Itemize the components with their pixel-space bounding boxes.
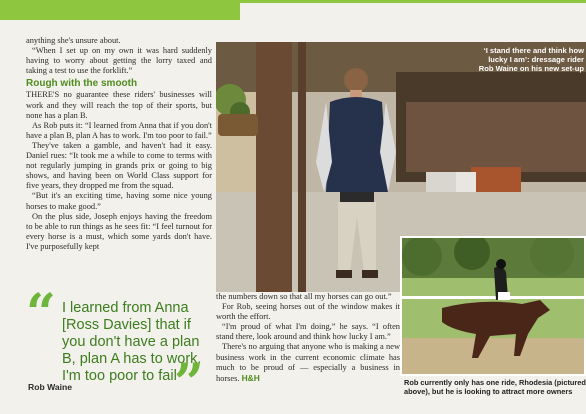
body-paragraph: “But it's an exciting time, having some nice young horses to make good.” bbox=[26, 191, 212, 211]
body-paragraph: On the plus side, Joseph enjoys having the freedom to be able to run things as he sees fit: “I feel turnout for every horse is a must, which some yards don't have. I've purposefully kept bbox=[26, 211, 212, 251]
body-paragraph: “I'm proud of what I'm doing,” he says. “I often stand there, look around and think how lucky I am.” bbox=[216, 322, 400, 342]
dressage-arena-photo bbox=[402, 238, 584, 374]
pull-quote-text: I learned from Anna [Ross Davies] that if you don't have a plan B, plan A has to work. I'm too poor to fail bbox=[62, 300, 202, 384]
right-text-column bbox=[216, 292, 400, 384]
open-quote-mark: “ bbox=[26, 283, 56, 344]
body-paragraph: “When I set up on my own it was hard suddenly having to worry about getting the lorry taxed and taking a test to use the forklift.” bbox=[26, 46, 212, 76]
header-accent-bar bbox=[0, 0, 240, 20]
body-paragraph: As Rob puts it: “I learned from Anna that if you don't have a plan B, plan A has to work. I'm too poor to fail.” bbox=[26, 120, 212, 140]
body-paragraph: For Rob, seeing horses out of the window makes it worth the effort. bbox=[216, 302, 400, 322]
body-paragraph: anything she's unsure about. bbox=[26, 36, 121, 45]
pull-quote-attribution: Rob Waine bbox=[28, 382, 73, 392]
body-paragraph: They've taken a gamble, and haven't had it easy. Daniel rues: “It took me a while to come to terms with not regularly jumping in grands prix or going to big shows, and having been on World Class support for five years, they dropped me from the squad. bbox=[26, 140, 212, 191]
inset-photo-dressage-horse bbox=[400, 236, 586, 376]
section-heading: Rough with the smooth bbox=[26, 78, 138, 90]
brand-signoff: H&H bbox=[241, 372, 260, 383]
left-text-column bbox=[26, 36, 212, 252]
pull-quote bbox=[26, 283, 212, 414]
body-text: There's no arguing that anyone who is making a new business work in the current economic climate has much to be proud of — especially a business in horses. bbox=[216, 342, 400, 383]
body-paragraph bbox=[216, 342, 400, 383]
body-paragraph: the numbers down so that all my horses can go out.” bbox=[216, 292, 392, 301]
main-photo-caption: ‘I stand there and think how lucky I am’: dressage rider Rob Waine on his new set-up bbox=[478, 46, 584, 73]
header-accent-line bbox=[240, 0, 586, 3]
inset-photo-caption: Rob currently only has one ride, Rhodesia (pictured above), but he is looking to attract more owners bbox=[404, 378, 586, 396]
close-quote-mark: ” bbox=[174, 353, 204, 414]
body-paragraph: THERE'S no guarantee these riders' businesses will work and they will reach the top of their sports, but none has a plan B. bbox=[26, 90, 212, 120]
